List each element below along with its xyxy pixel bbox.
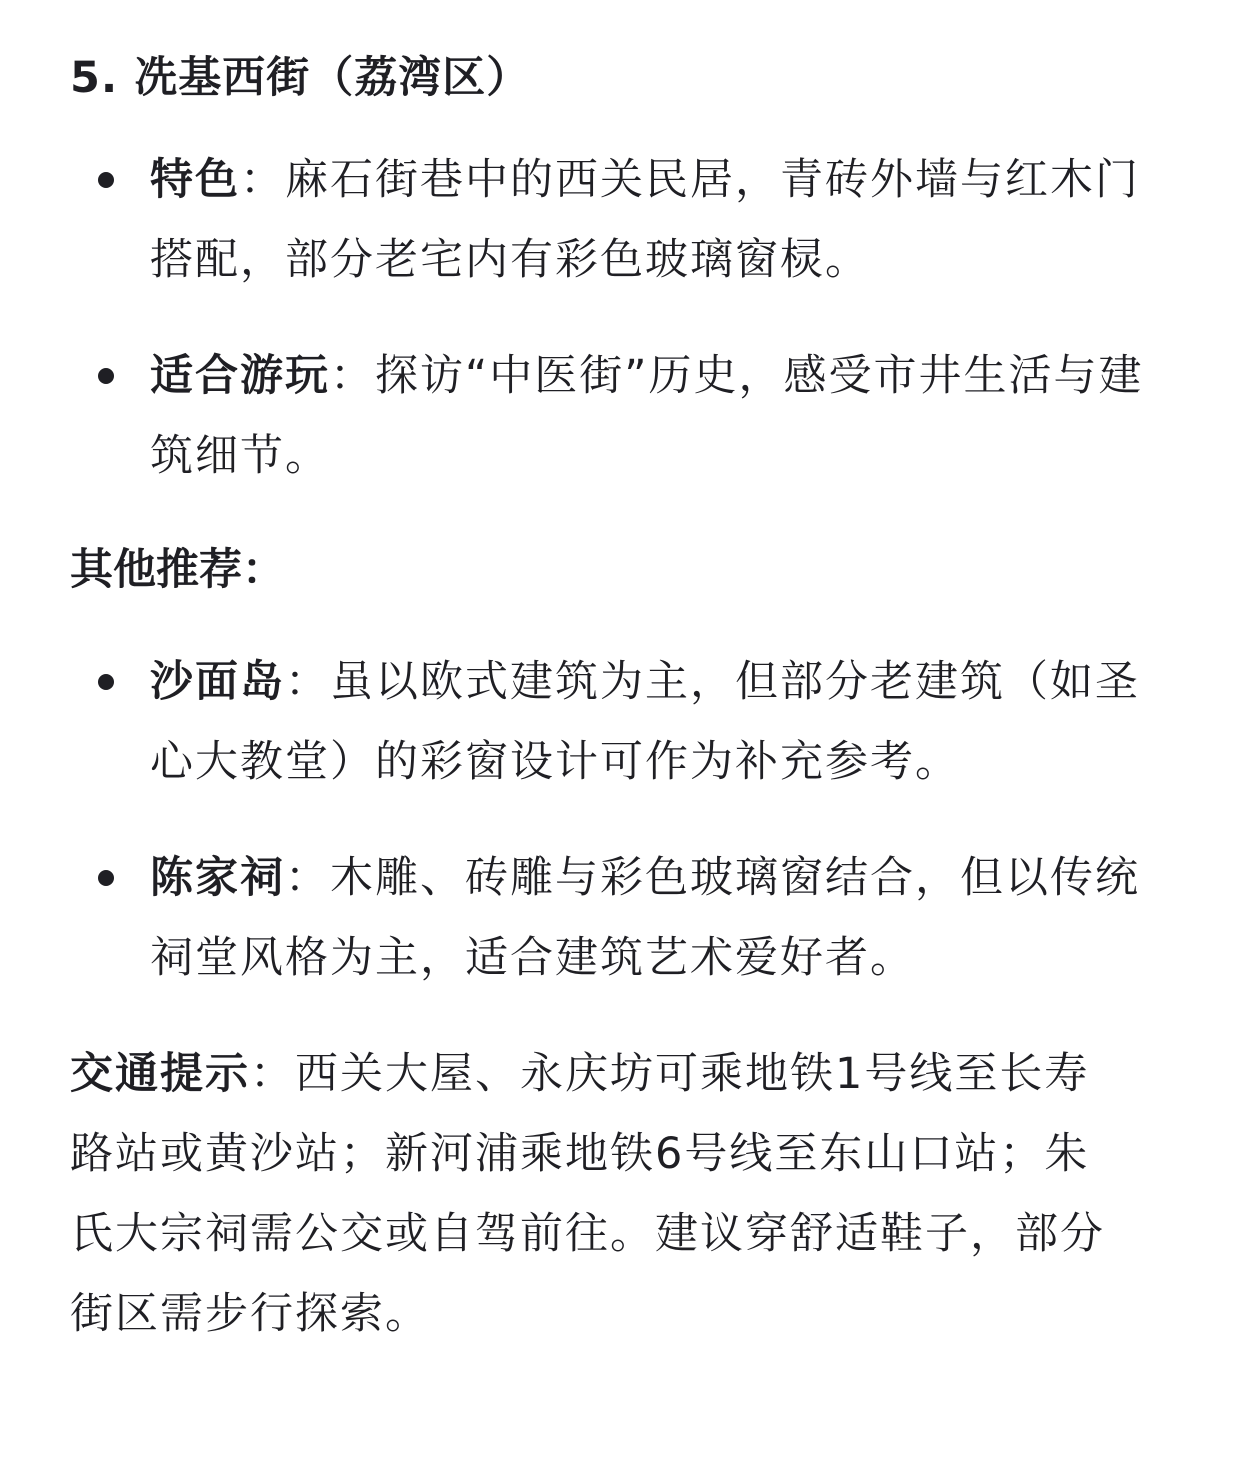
transport-tip-paragraph [70,1034,1190,1354]
transport-term: 交通提示 [70,1049,250,1099]
item-text: 虽以欧式建筑为主，但部分老建筑（如圣心大教堂）的彩窗设计可作为补充参考。 [150,657,1140,787]
item-term: 特色 [150,155,240,205]
item-term: 沙面岛 [150,657,285,707]
item-term: 适合游玩 [150,351,330,401]
transport-text: 西关大屋、永庆坊可乘地铁1号线至长寿路站或黄沙站；新河浦乘地铁6号线至东山口站；朱氏大宗祠需公交或自驾前往。建议穿舒适鞋子，部分街区需步行探索。 [70,1049,1105,1339]
item-text: 探访“中医街”历史，感受市井生活与建筑细节。 [150,351,1144,481]
item-term: 陈家祠 [150,853,285,903]
section-heading: 5. 冼基西街（荔湾区） [70,53,531,103]
section-other-recommendations [70,530,1190,998]
list-item [70,140,1190,300]
item-separator: ： [285,853,330,903]
list-item [70,642,1190,802]
bullet-dot-icon [98,674,114,690]
section-xianji-west-street [70,38,1190,496]
bullet-dot-icon [98,368,114,384]
bullet-list [70,642,1190,998]
section-heading: 其他推荐： [70,545,285,595]
item-separator: ： [330,351,375,401]
item-text: 麻石街巷中的西关民居，青砖外墙与红木门搭配，部分老宅内有彩色玻璃窗棂。 [150,155,1140,285]
list-item [70,838,1190,998]
bullet-list [70,140,1190,496]
bullet-dot-icon [98,172,114,188]
transport-separator: ： [250,1049,295,1099]
item-text: 木雕、砖雕与彩色玻璃窗结合，但以传统祠堂风格为主，适合建筑艺术爱好者。 [150,853,1140,983]
list-item [70,336,1190,496]
item-separator: ： [240,155,285,205]
bullet-dot-icon [98,870,114,886]
item-separator: ： [285,657,330,707]
